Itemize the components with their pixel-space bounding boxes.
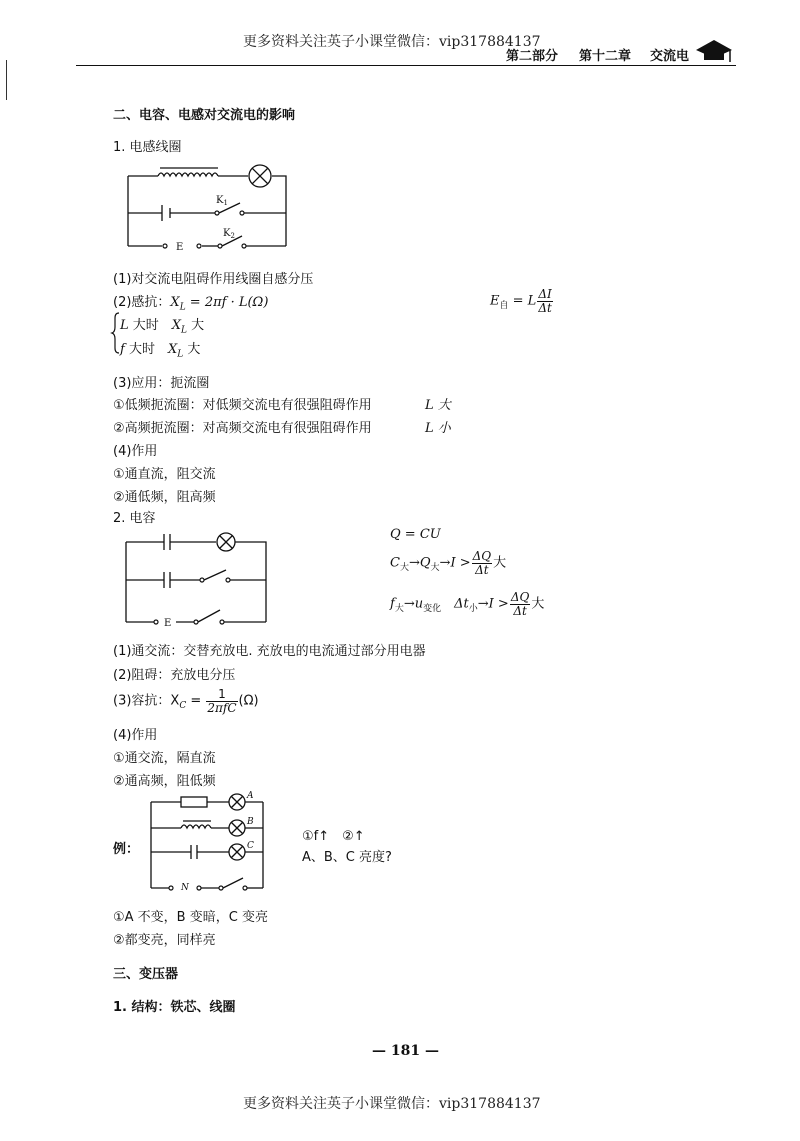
capacitor-line-4: (4)作用 [113, 728, 158, 743]
inductor-line-2: (2)感抗：$X_L = 2\pi f \cdot L(\Omega)$ [113, 295, 269, 313]
inductor-circuit-diagram [120, 160, 290, 255]
capacitor-circuit-diagram [120, 530, 270, 630]
svg-text:K2: $K_2$ [223, 228, 235, 240]
inductor-line-5-right: L 小 [425, 421, 451, 436]
emf-formula: $E_自 = L$ $\frac{\Delta I}{\Delta t}$ [490, 287, 552, 315]
example-circuit-diagram [145, 790, 275, 895]
inductor-line-4: ①低频扼流圈：对低频交流电有很强阻碍作用 [113, 398, 372, 413]
example-answer-2: ②都变亮，同样亮 [113, 933, 216, 948]
example-question-2: A、B、C 亮度? [302, 850, 392, 865]
watermark-top: 更多资料关注英子小课堂微信：vip317884137 [243, 34, 541, 50]
capacitor-heading: 2. 电容 [113, 511, 156, 526]
section2-title: 二、电容、电感对交流电的影响 [113, 108, 296, 123]
transformer-structure: 1. 结构：铁芯、线圈 [113, 1000, 236, 1015]
capacitor-line-6: ②通高频，阻低频 [113, 774, 216, 789]
inductor-line-4-right: L 大 [425, 398, 451, 413]
capacitor-line-2: (2)阻碍：充放电分压 [113, 668, 236, 683]
svg-text:B: B [247, 817, 254, 827]
inductor-brace-line-b: f 大时 $X_L$ 大 [120, 342, 201, 360]
svg-text:K1: $K_1$ [216, 195, 228, 207]
capacitor-f-chain: $f_大\to u_{变化}$ $\Delta t_小\to I$ > $\frac{\Delta Q}{\Delta t}$ 大 [390, 590, 545, 618]
svg-text:C: C [247, 841, 254, 851]
capacitor-q-formula: Q = CU [390, 527, 441, 542]
svg-text:E: E [176, 242, 184, 253]
svg-text:E: E [164, 618, 172, 629]
example-answer-1: ①A 不变，B 变暗，C 变亮 [113, 910, 268, 925]
inductor-line-6: (4)作用 [113, 444, 158, 459]
inductor-line-8: ②通低频，阻高频 [113, 490, 216, 505]
watermark-bottom: 更多资料关注英子小课堂微信：vip317884137 [243, 1096, 541, 1112]
inductor-line-7: ①通直流，阻交流 [113, 467, 216, 482]
example-question-1: ①f↑ ②↑ [302, 829, 365, 844]
header-rule [76, 65, 736, 66]
example-label: 例： [113, 842, 140, 857]
svg-text:A: A [247, 791, 254, 801]
inductor-line-3: (3)应用：扼流圈 [113, 376, 210, 391]
capacitor-line-3: (3)容抗：$X_C$ = $\frac{1}{\text{2πfC}}$ (Ω) [113, 687, 259, 715]
header-chapter: 第十二章 [579, 49, 632, 64]
capacitor-line-5: ①通交流，隔直流 [113, 751, 216, 766]
inductor-brace-line-a: L 大时 $X_L$ 大 [120, 318, 205, 336]
graduation-cap-icon [694, 36, 734, 66]
capacitor-c-chain: $C_大\to Q_大\to I$ > $\frac{\Delta Q}{\Delta t}$ 大 [390, 549, 507, 577]
inductor-line-5: ②高频扼流圈：对高频交流电有很强阻碍作用 [113, 421, 372, 436]
header-topic: 交流电 [650, 49, 690, 64]
svg-text:N: N [181, 883, 189, 893]
capacitor-line-1: (1)通交流：交替充放电. 充放电的电流通过部分用电器 [113, 644, 426, 659]
page-number: — 181 — [372, 1043, 439, 1059]
margin-mark [6, 60, 7, 100]
inductor-line-1: (1)对交流电阻碍作用线圈自感分压 [113, 272, 314, 287]
header-part: 第二部分 [506, 49, 559, 64]
section3-title: 三、变压器 [113, 967, 179, 982]
inductor-heading: 1. 电感线圈 [113, 140, 182, 155]
